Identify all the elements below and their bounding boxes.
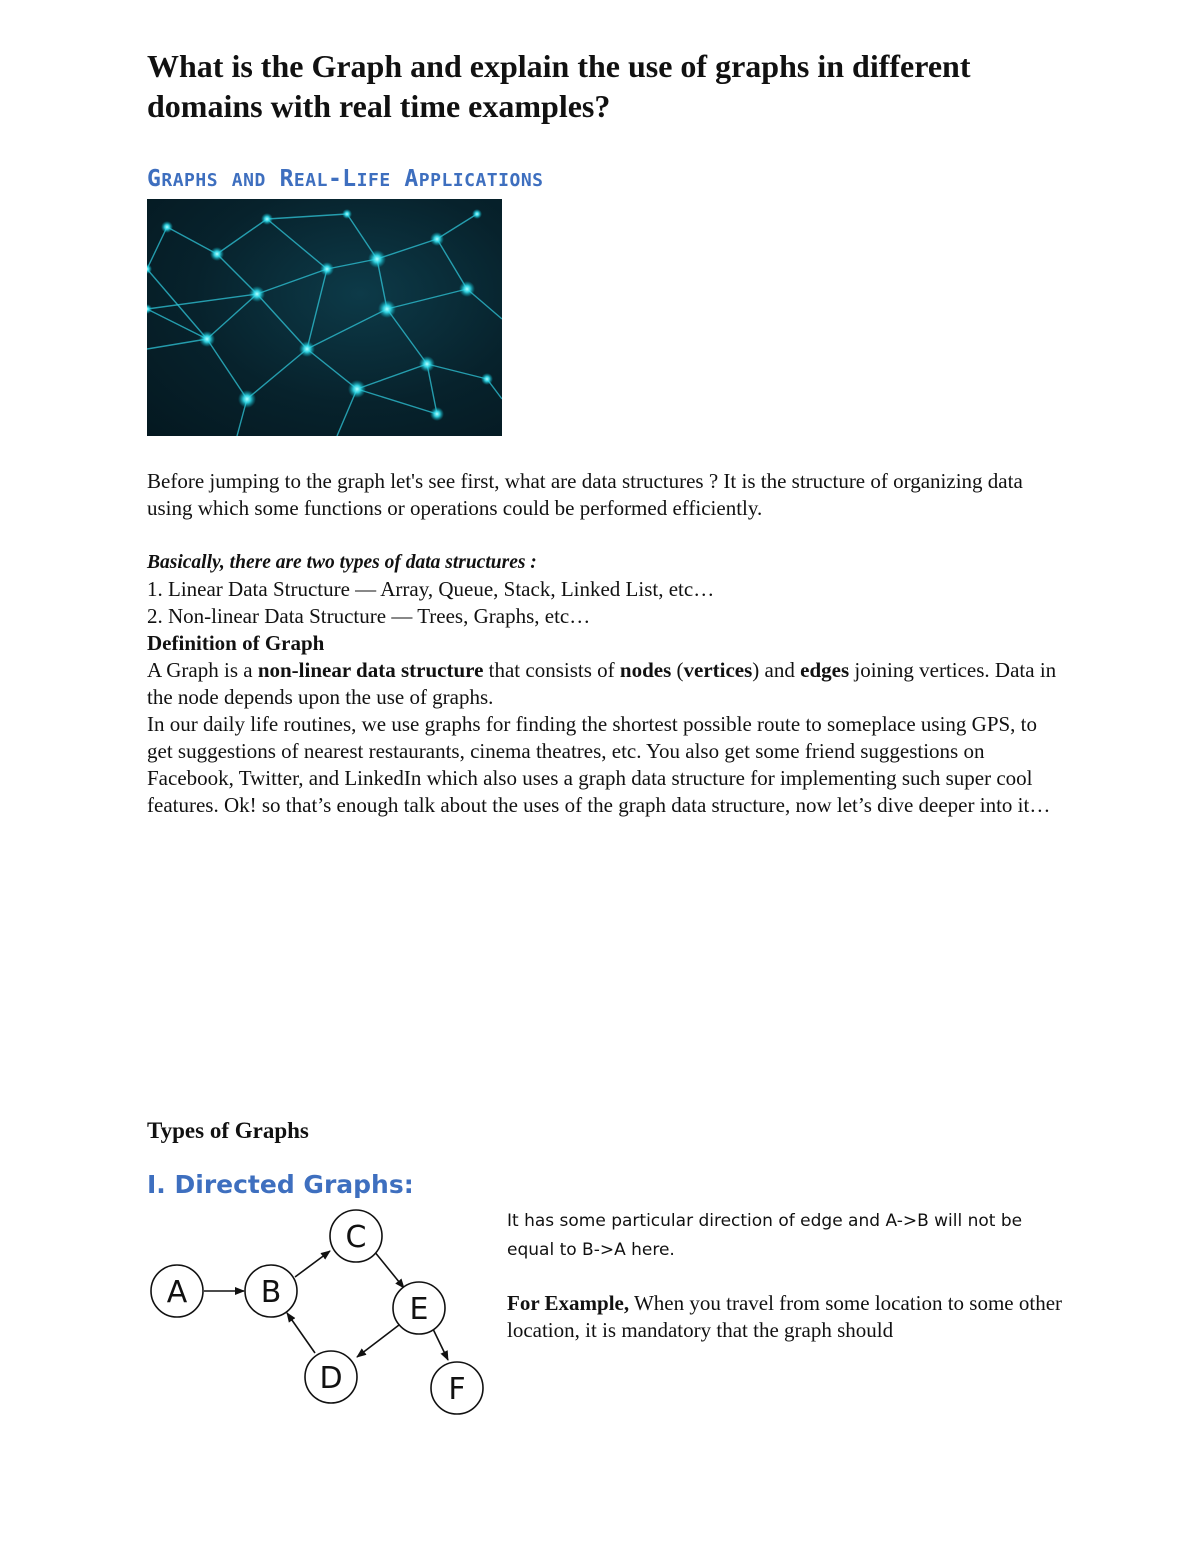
directed-graph-diagram (145, 1205, 490, 1420)
section-heading: GRAPHS AND REAL-LIFE APPLICATIONS (147, 166, 544, 192)
type-linear: 1. Linear Data Structure — Array, Queue, Stack, Linked List, etc… (147, 577, 715, 601)
edge-d-b (287, 1313, 315, 1353)
node-c-label: C (345, 1220, 367, 1255)
edge-e-f (433, 1329, 448, 1360)
node-f-label: F (448, 1372, 466, 1407)
type-nonlinear: 2. Non-linear Data Structure — Trees, Graphs, etc… (147, 604, 591, 628)
page-title: What is the Graph and explain the use of graphs in different domains with real time examples? (147, 48, 971, 124)
node-a-label: A (166, 1275, 188, 1310)
edge-e-d (357, 1325, 399, 1357)
edge-c-e (374, 1251, 404, 1288)
daily-life-paragraph: In our daily life routines, we use graphs for finding the shortest possible route to someplace using GPS, to get suggestions of nearest restaurants, cinema theatres, etc. You also get some friend suggestions on Facebook, Twitter, and LinkedIn which also uses a graph data structure for implementing such super cool features. Ok! so that’s enough talk about the uses of the graph data structure, now let’s dive deeper into it… (147, 712, 1051, 817)
node-d-label: D (319, 1361, 343, 1396)
definition-heading: Definition of Graph (147, 631, 325, 655)
directed-graphs-heading: I. Directed Graphs: (147, 1170, 414, 1199)
types-of-graphs-heading: Types of Graphs (147, 1118, 309, 1143)
intro-paragraph: Before jumping to the graph let's see first, what are data structures ? It is the structure of organizing data using which some functions or operations could be performed efficiently. (147, 469, 1023, 520)
types-intro: Basically, there are two types of data structures : (147, 552, 537, 573)
main-text-block (147, 549, 1057, 819)
network-illustration (147, 199, 502, 436)
directed-example: For Example, When you travel from some location to some other location, it is mandatory that the graph should (507, 1291, 1063, 1342)
directed-description: It has some particular direction of edge and A->B will not be equal to B->A here. (507, 1211, 1023, 1260)
definition-text: A Graph is a non-linear data structure that consists of nodes (vertices) and edges joining vertices. Data in the node depends upon the use of graphs. (147, 658, 1057, 709)
node-b-label: B (260, 1275, 282, 1310)
edge-b-c (295, 1251, 330, 1277)
node-e-label: E (409, 1292, 429, 1327)
network-image (147, 199, 502, 436)
